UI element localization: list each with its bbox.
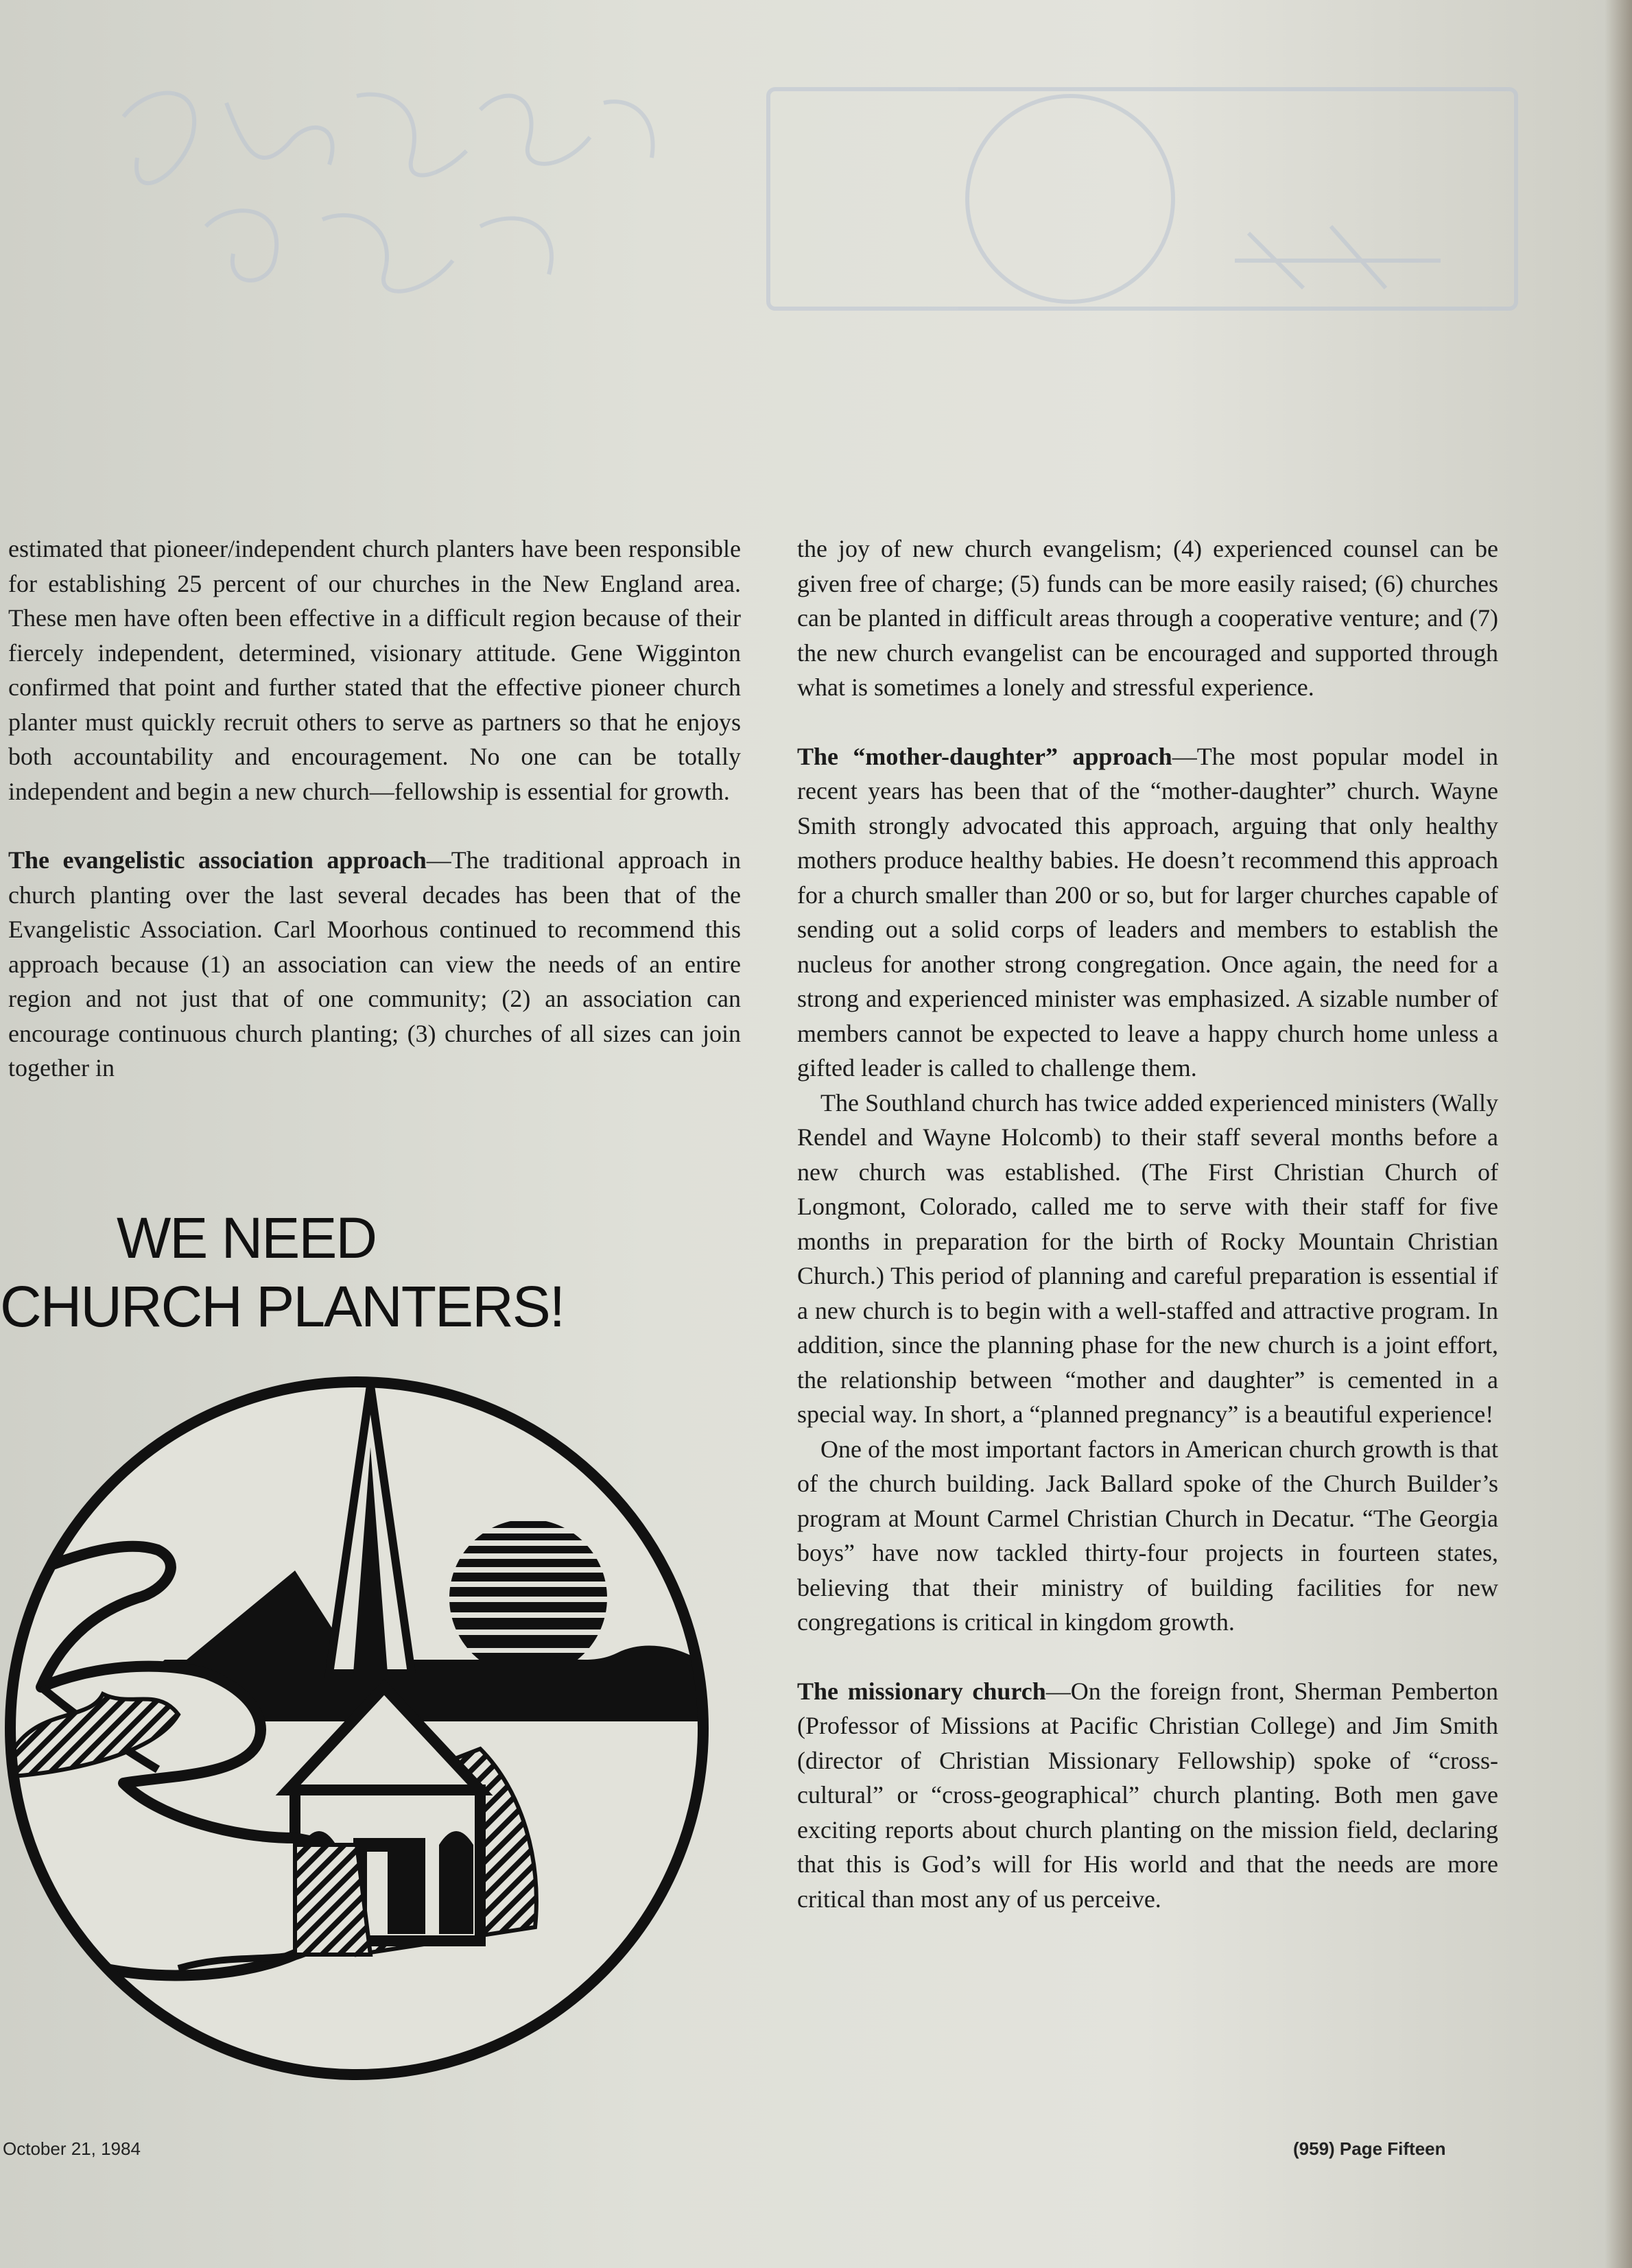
right-paragraph-5-body: —On the foreign front, Sherman Pemberton (Professor of Missions at Pacific Christian College) and Jim Smith (director of Christian Missionary Fellowship) spoke of “cross-cultural” or “cross-geographical” church planting. Both men gave exciting reports about church planting on the mission field, declaring that this is God’s will for His world and that the needs are more critical than most any of us perceive. <box>797 1677 1499 1913</box>
left-paragraph-2-body: —The traditional approach in church planting over the last several decades has been that of the Evangelistic Association. Carl Moorhous continued to recommend this approach because (1) an association can view the needs of an entire region and not just that of one community; (2) an association can encourage continuous church planting; (3) churches of all sizes can join together in <box>8 846 741 1082</box>
right-paragraph-1: the joy of new church evangelism; (4) experienced counsel can be given free of charge; (5) funds can be more easily raised; (6) churches can be planted in difficult areas through a cooperative venture; and (7) the new church evangelist can be encouraged and supported through what is sometimes a lonely and stressful experience. <box>797 535 1498 701</box>
section-heading-missionary-church: The missionary church <box>797 1677 1046 1705</box>
left-text-column <box>8 532 741 1086</box>
right-paragraph-5 <box>797 1674 1498 1917</box>
right-paragraph-4: One of the most important factors in American church growth is that of the church building. Jack Ballard spoke of the Church Builder’s program at Mount Carmel Christian Church in Decatur. “The Georgia boys” have now tackled thirty-four projects in fourteen states, believing that their ministry of building facilities for new congregations is critical in kingdom growth. <box>797 1435 1498 1636</box>
footer-date: October 21, 1984 <box>3 2138 141 2159</box>
right-paragraph-2-body: —The most popular model in recent years has been that of the “mother-daughter” church. Wayne Smith strongly advocated this approach, arguing that only healthy mothers produce healthy babies. He doesn’t recommend this approach for a church smaller than 200 or so, but for larger churches capable of sending out a solid corps of leaders and members to establish the nucleus for another strong congregation. Once again, the need for a strong and experienced minister was emphasized. A sizable number of members cannot be expected to leave a happy church home unless a gifted leader is called to challenge them. <box>797 742 1498 1082</box>
right-text-column <box>797 532 1498 1916</box>
page-spine-shadow <box>1605 0 1632 2268</box>
ad-headline-line-2: CHURCH PLANTERS! <box>0 1274 565 1339</box>
right-paragraph-2 <box>797 739 1498 1086</box>
church-planter-illustration <box>0 1365 727 2105</box>
ad-headline <box>0 1204 727 1341</box>
footer-page-number: (959) Page Fifteen <box>1293 2138 1446 2159</box>
bleed-through-artwork <box>0 0 1632 357</box>
right-paragraph-3: The Southland church has twice added experienced ministers (Wally Rendel and Wayne Holcomb) to their staff several months before a new church was established. (The First Christian Church of Longmont, Colorado, called me to serve with their staff for five months in preparation for the birth of Rocky Mountain Christian Church.) This period of planning and careful preparation is essential if a new church is to begin with a well-staffed and attractive program. In addition, since the planning phase for the new church is a joint effort, the relationship between “mother and daughter” is cemented in a special way. In short, a “planned pregnancy” is a beautiful experience! <box>797 1088 1498 1428</box>
ad-headline-line-1: WE NEED <box>117 1206 377 1270</box>
left-paragraph-1: estimated that pioneer/independent church planters have been responsible for establishing 25 percent of our churches in the New England area. These men have often been effective in a difficult region because of their fiercely independent, determined, visionary attitude. Gene Wigginton confirmed that point and further stated that the effective pioneer church planter must quickly recruit others to serve as partners so that he enjoys both accountability and encouragement. No one can be totally independent and begin a new church—fellowship is essential for growth. <box>8 535 741 805</box>
section-heading-evangelistic-association: The evangelistic association approach <box>8 846 427 874</box>
section-heading-mother-daughter: The “mother-daughter” approach <box>797 742 1172 770</box>
left-paragraph-2 <box>8 843 741 1086</box>
